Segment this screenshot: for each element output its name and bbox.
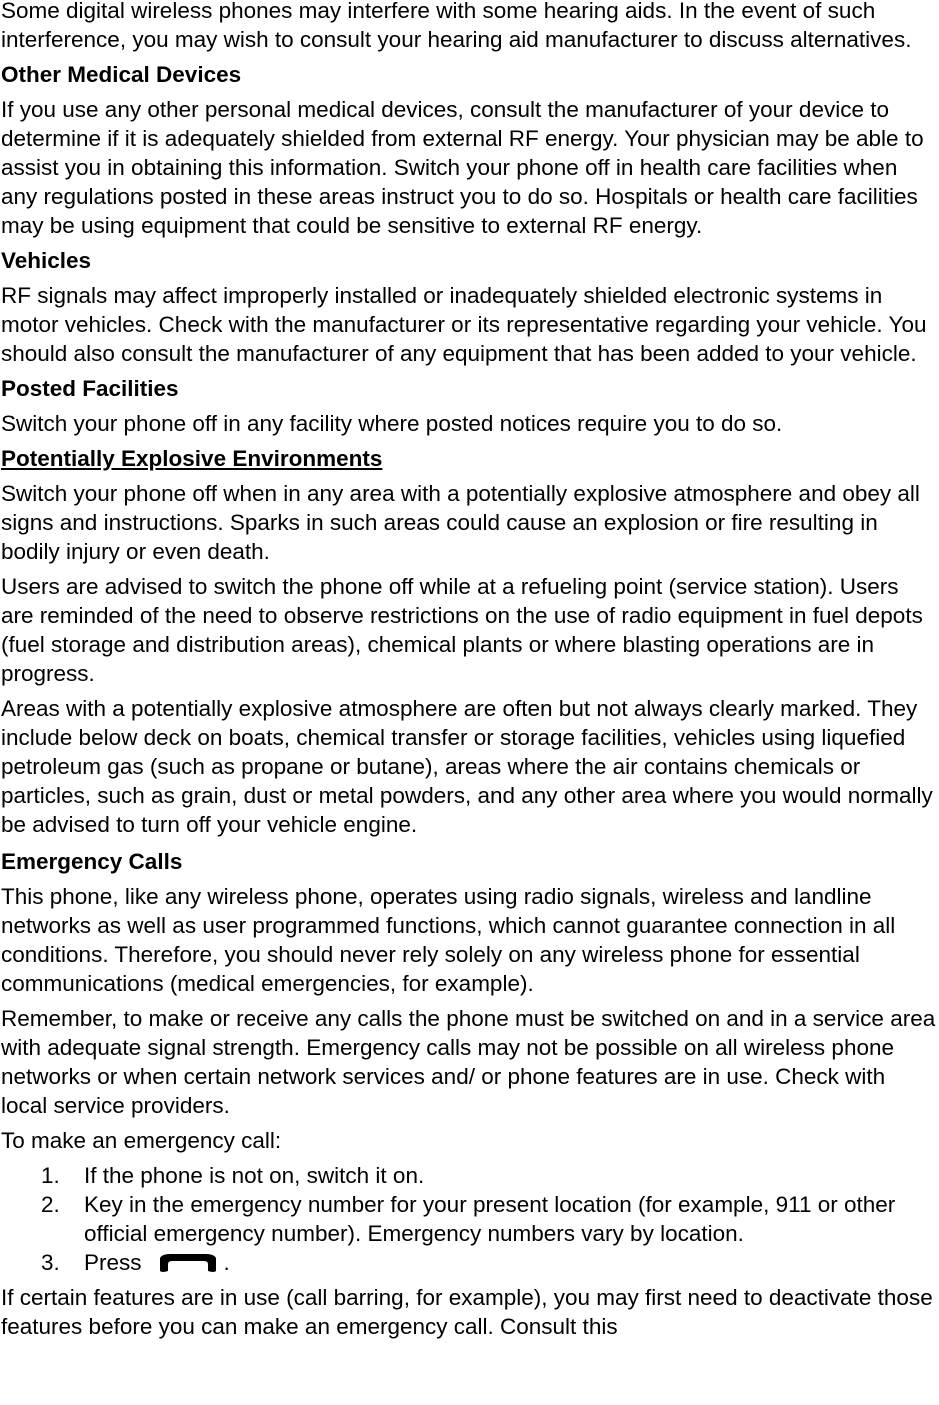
heading-vehicles: Vehicles <box>1 248 92 273</box>
step-number: 2. <box>41 1192 60 1217</box>
vehicles-paragraph: RF signals may affect improperly installed or inadequately shielded electronic systems in motor vehicles. Check with the manufacturer or its representative regarding your vehicle. You should also consult the manufacturer of any equipment that has been added to your vehicle. <box>1 283 927 366</box>
heading-explosive-environments: Potentially Explosive Environments <box>1 446 383 471</box>
heading-other-medical: Other Medical Devices <box>1 62 242 87</box>
step-text: If the phone is not on, switch it on. <box>84 1163 425 1188</box>
posted-facilities-paragraph: Switch your phone off in any facility where posted notices require you to do so. <box>1 411 783 436</box>
explosive-paragraph-1: Switch your phone off when in any area with a potentially explosive atmosphere and obey all signs and instructions. Sparks in such areas could cause an explosion or fire resulting in bodily injury or even death. <box>1 481 920 564</box>
heading-emergency-calls: Emergency Calls <box>1 849 183 874</box>
emergency-paragraph-2: Remember, to make or receive any calls the phone must be switched on and in a service area with adequate signal strength. Emergency calls may not be possible on all wireless phone networks or when certain network services and/ or phone features are in use. Check with local service providers. <box>1 1006 936 1118</box>
explosive-paragraph-2: Users are advised to switch the phone off while at a refueling point (service station). Users are reminded of the need to observe restrictions on the use of radio equipment in fuel depots (fuel storage and distribution areas), chemical plants or where blasting operations are in progress. <box>1 574 923 686</box>
intro-paragraph: Some digital wireless phones may interfere with some hearing aids. In the event of such interference, you may wish to consult your hearing aid manufacturer to discuss alternatives. <box>1 0 912 52</box>
step-text: Key in the emergency number for your present location (for example, 911 or other official emergency number). Emergency numbers vary by location. <box>84 1192 896 1246</box>
step-number: 3. <box>41 1250 60 1275</box>
emergency-steps-intro: To make an emergency call: <box>1 1128 282 1153</box>
list-item <box>1 1161 937 1190</box>
list-item <box>1 1248 937 1277</box>
emergency-steps-list <box>1 1161 937 1277</box>
step-number: 1. <box>41 1163 60 1188</box>
step-text-suffix: . <box>223 1250 230 1275</box>
emergency-paragraph-3: If certain features are in use (call barring, for example), you may first need to deactivate those features before you can make an emergency call. Consult this <box>1 1285 933 1339</box>
list-item <box>1 1190 937 1248</box>
send-key-icon <box>156 1252 220 1274</box>
emergency-paragraph-1: This phone, like any wireless phone, operates using radio signals, wireless and landline networks as well as user programmed functions, which cannot guarantee connection in all conditions. Therefore, you should never rely solely on any wireless phone for essential communications (medical emergencies, for example). <box>1 884 896 996</box>
step-text: Press <box>84 1250 142 1275</box>
heading-posted-facilities: Posted Facilities <box>1 376 179 401</box>
other-medical-paragraph: If you use any other personal medical devices, consult the manufacturer of your device to determine if it is adequately shielded from external RF energy. Your physician may be able to assist you in obtaining this information. Switch your phone off in health care facilities when any regulations posted in these areas instruct you to do so. Hospitals or health care facilities may be using equipment that could be sensitive to external RF energy. <box>1 97 924 238</box>
manual-page <box>1 0 937 1341</box>
explosive-paragraph-3: Areas with a potentially explosive atmosphere are often but not always clearly marked. They include below deck on boats, chemical transfer or storage facilities, vehicles using liquefied petroleum gas (such as propane or butane), areas where the air contains chemicals or particles, such as grain, dust or metal powders, and any other area where you would normally be advised to turn off your vehicle engine. <box>1 696 933 837</box>
